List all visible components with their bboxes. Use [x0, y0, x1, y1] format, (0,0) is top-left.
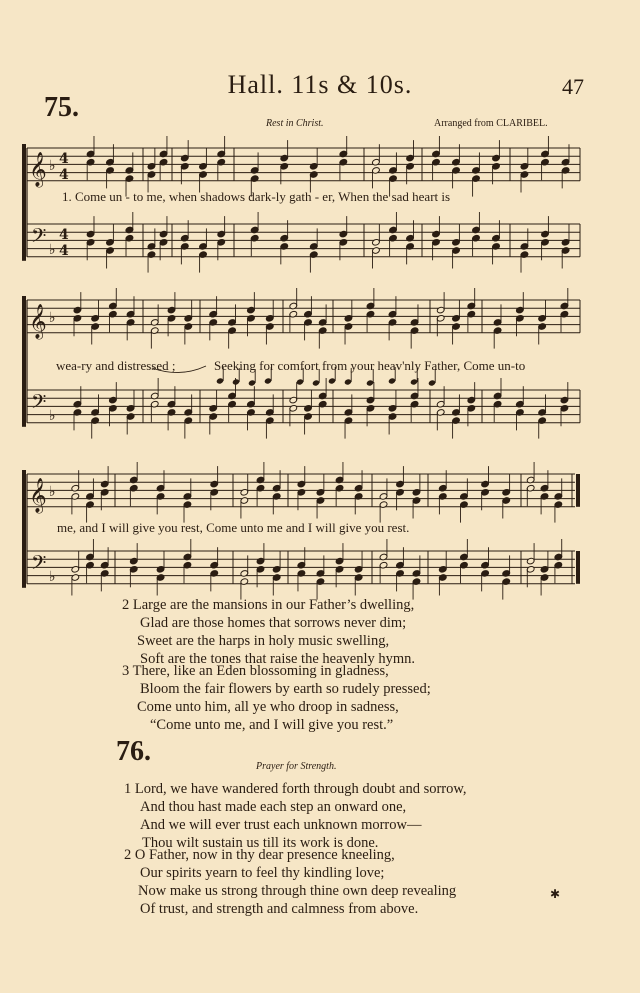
time-signature-bottom: 4	[59, 167, 69, 183]
hymn-75-verse-2	[122, 596, 415, 668]
verse-line: Come unto him, all ye who droop in sadness,	[137, 699, 399, 715]
verse-line: 3 There, like an Eden blossoming in gladness,	[122, 663, 389, 679]
page-number: 47	[562, 74, 584, 99]
verse-line: Our spirits yearn to feel thy kindling love;	[140, 865, 385, 881]
hymn-75-credit: Arranged from CLARIBEL.	[434, 118, 548, 129]
verse-line: Thou wilt sustain us till its work is done.	[142, 835, 379, 851]
flat-icon: ♭	[49, 242, 56, 258]
flat-icon: ♭	[49, 569, 56, 585]
bass-clef-icon: 𝄢	[31, 551, 47, 579]
page-title: Hall. 11s & 10s.	[227, 70, 413, 99]
time-signature-top: 4	[59, 151, 69, 167]
verse-line: 1 Lord, we have wandered forth through doubt and sorrow,	[124, 781, 467, 797]
system-bracket	[22, 296, 26, 427]
time-signature-top: 4	[59, 227, 69, 243]
flat-icon: ♭	[49, 310, 56, 326]
system-bracket	[22, 144, 26, 261]
treble-clef-icon: 𝄞	[29, 478, 47, 513]
time-signature-bottom: 4	[59, 243, 69, 259]
final-barline-thick	[576, 474, 580, 507]
hymn-75-verse-3	[122, 662, 431, 734]
flat-icon: ♭	[49, 158, 56, 174]
verse-line: Of trust, and strength and calmness from above.	[140, 901, 419, 917]
lyrics-line-3: me, and I will give you rest, Come unto me and I will give you rest.	[57, 520, 410, 535]
verse-line: Soft are the tones that raise the heavenly hymn.	[140, 651, 416, 667]
verse-line: “Come unto me, and I will give you rest.”	[150, 717, 394, 733]
lyrics-line-2b: Seeking for comfort from your heav'nly Father, Come un-to	[214, 358, 526, 373]
final-barline-thick	[576, 551, 580, 584]
verse-line: Now make us strong through thine own deep revealing	[138, 883, 457, 899]
lyrics-line-2a: wea-ry and distressed ;	[56, 358, 176, 373]
ornament-mark: ✱	[550, 887, 561, 901]
flat-icon: ♭	[49, 484, 56, 500]
treble-clef-icon: 𝄞	[29, 152, 47, 187]
hymn-76-verse-1	[124, 780, 467, 852]
verse-line: Bloom the fair flowers by earth so rudely pressed;	[140, 681, 431, 697]
verse-line: And we will ever trust each unknown morrow—	[140, 817, 422, 833]
flat-icon: ♭	[49, 408, 56, 424]
treble-clef-icon: 𝄞	[29, 304, 47, 339]
hymn-76-number: 76.	[116, 736, 151, 767]
verse-line: Sweet are the harps in holy music swelling,	[137, 633, 390, 649]
lyrics-line-1: 1. Come un - to me, when shadows dark-ly gath - er, When the sad heart is	[62, 189, 451, 204]
hymn-76-subtitle: Prayer for Strength.	[256, 761, 337, 772]
verse-line: And thou hast made each step an onward one,	[140, 799, 407, 815]
verse-line: 2 O Father, now in thy dear presence kneeling,	[124, 847, 395, 863]
verse-line: 2 Large are the mansions in our Father’s dwelling,	[122, 597, 415, 613]
hymn-76-verse-2	[124, 846, 456, 918]
bass-clef-icon: 𝄢	[31, 224, 47, 252]
hymn-75-subtitle: Rest in Christ.	[266, 118, 324, 129]
hymn-75-number: 75.	[44, 92, 79, 123]
bass-clef-icon: 𝄢	[31, 390, 47, 418]
system-bracket	[22, 470, 26, 588]
verse-line: Glad are those homes that sorrows never dim;	[140, 615, 407, 631]
